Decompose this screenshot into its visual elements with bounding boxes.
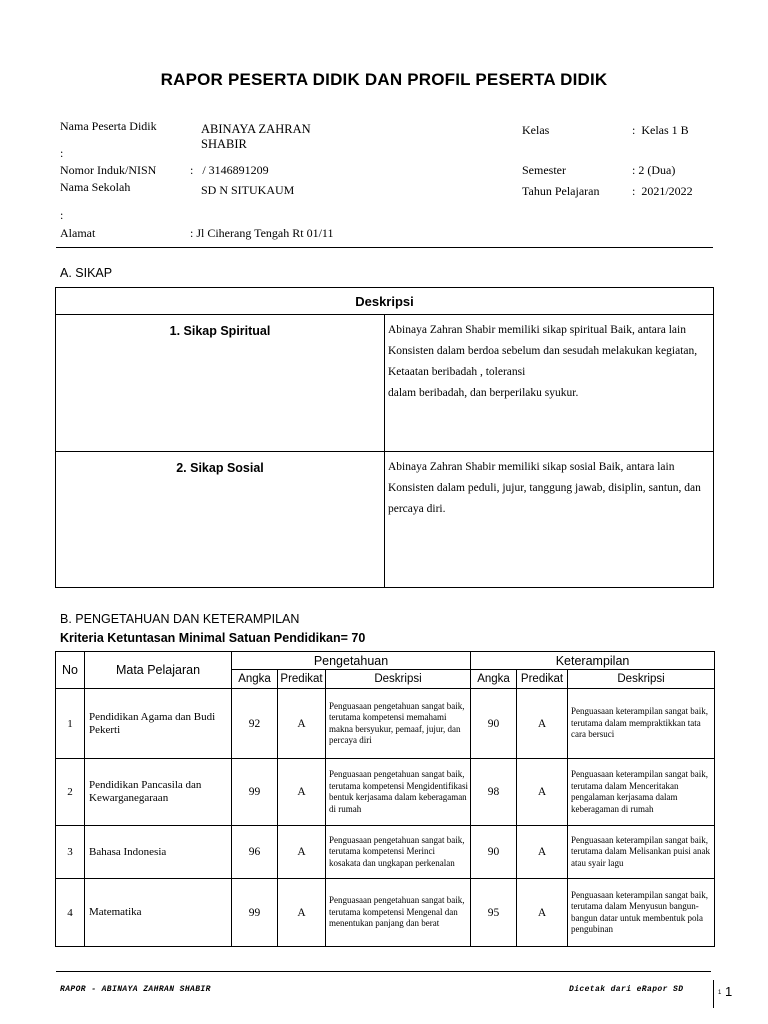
row-mapel: Bahasa Indonesia: [85, 826, 232, 879]
nama-label: Nama Peserta Didik: [60, 119, 157, 133]
row-mapel: Matematika: [85, 879, 232, 947]
sekolah-label: Nama Sekolah: [60, 180, 131, 194]
section-sikap-heading: A. SIKAP: [60, 266, 113, 280]
header-k-deskripsi: Deskripsi: [568, 670, 715, 689]
header-divider: [56, 247, 713, 248]
sikap-sosial-line2: Konsisten dalam peduli, jujur, tanggung jawab, disiplin, santun, dan percaya diri.: [388, 482, 701, 515]
kkm-text: Kriteria Ketuntasan Minimal Satuan Pendidikan= 70: [60, 631, 366, 645]
row-no: 4: [56, 879, 85, 947]
page-number: 1: [725, 984, 733, 999]
row-p-deskripsi: Penguasaan pengetahuan sangat baik, terutama kompetensi memahami makna bersyukur, pemaaf, jujur, dan percaya diri: [326, 689, 471, 759]
alamat-label: Alamat: [60, 226, 96, 240]
header-p-predikat: Predikat: [278, 670, 326, 689]
row-no: 1: [56, 689, 85, 759]
row-k-angka: 98: [471, 759, 517, 826]
row-k-predikat: A: [517, 879, 568, 947]
footer-divider: [56, 971, 711, 972]
nisn-value: : / 3146891209: [190, 163, 269, 177]
row-p-deskripsi: Penguasaan pengetahuan sangat baik, terutama kompetensi Mengidentifikasi bentuk kerjasama dalam keberagaman di rumah: [326, 759, 471, 826]
header-mapel: Mata Pelajaran: [85, 652, 232, 689]
sikap-sosial-label: 2. Sikap Sosial: [56, 452, 385, 588]
sikap-table: [55, 287, 714, 588]
semester-value: : 2 (Dua): [632, 163, 676, 177]
sikap-spiritual-line3: dalam beribadah, dan berperilaku syukur.: [388, 387, 579, 399]
sekolah-colon: :: [60, 208, 64, 222]
row-p-predikat: A: [278, 759, 326, 826]
sikap-sosial-desc: [385, 452, 714, 588]
row-k-deskripsi: Penguasaan keterampilan sangat baik, terutama dalam Melisankan puisi anak atau syair lagu: [568, 826, 715, 879]
header-p-deskripsi: Deskripsi: [326, 670, 471, 689]
sikap-spiritual-label: 1. Sikap Spiritual: [56, 315, 385, 452]
row-mapel: Pendidikan Pancasila dan Kewarganegaraan: [85, 759, 232, 826]
nisn-label: Nomor Induk/NISN: [60, 163, 157, 177]
header-k-angka: Angka: [471, 670, 517, 689]
header-keterampilan: Keterampilan: [471, 652, 715, 670]
row-no: 2: [56, 759, 85, 826]
row-p-angka: 92: [232, 689, 278, 759]
page-title: RAPOR PESERTA DIDIK DAN PROFIL PESERTA DIDIK: [160, 70, 608, 89]
row-no: 3: [56, 826, 85, 879]
semester-label: Semester: [522, 163, 566, 177]
table-row: [56, 879, 715, 947]
row-k-predikat: A: [517, 689, 568, 759]
table-row: [56, 689, 715, 759]
sikap-header-deskripsi: Deskripsi: [56, 288, 714, 315]
row-k-predikat: A: [517, 759, 568, 826]
tahun-label: Tahun Pelajaran: [522, 184, 600, 198]
alamat-value: : Jl Ciherang Tengah Rt 01/11: [190, 226, 334, 240]
row-p-deskripsi: Penguasaan pengetahuan sangat baik, terutama kompetensi Merinci kosakata dan ungkapan perkenalan: [326, 826, 471, 879]
table-row: [56, 759, 715, 826]
sekolah-value: SD N SITUKAUM: [201, 183, 295, 197]
header-pengetahuan: Pengetahuan: [232, 652, 471, 670]
sikap-spiritual-line2: Konsisten dalam berdoa sebelum dan sesudah melakukan kegiatan, Ketaatan beribadah , toleransi: [388, 345, 698, 378]
sikap-sosial-line1: Abinaya Zahran Shabir memiliki sikap sosial Baik, antara lain: [388, 461, 675, 473]
kelas-label: Kelas: [522, 123, 550, 137]
row-p-predikat: A: [278, 826, 326, 879]
row-p-angka: 99: [232, 879, 278, 947]
row-p-angka: 99: [232, 759, 278, 826]
sikap-spiritual-desc: [385, 315, 714, 452]
row-k-deskripsi: Penguasaan keterampilan sangat baik, terutama dalam Menceritakan pengalaman kerjasama dalam keberagaman di rumah: [568, 759, 715, 826]
row-mapel: Pendidikan Agama dan Budi Pekerti: [85, 689, 232, 759]
row-k-deskripsi: Penguasaan keterampilan sangat baik, terutama dalam mempraktikkan tata cara bersuci: [568, 689, 715, 759]
row-k-predikat: A: [517, 826, 568, 879]
nama-colon: :: [60, 146, 64, 160]
nama-value-line1: ABINAYA ZAHRAN: [201, 122, 311, 136]
nama-value-line2: SHABIR: [201, 137, 247, 151]
row-k-angka: 90: [471, 826, 517, 879]
row-k-angka: 95: [471, 879, 517, 947]
footer-student: RAPOR - ABINAYA ZAHRAN SHABIR: [60, 985, 211, 994]
footer-printed-from: Dicetak dari eRapor SD: [569, 985, 684, 994]
footer-separator: [713, 980, 714, 1008]
tahun-value: : 2021/2022: [632, 184, 693, 198]
footer-small-mark: 1: [718, 990, 722, 996]
section-pengetahuan-heading: B. PENGETAHUAN DAN KETERAMPILAN: [60, 612, 300, 626]
row-p-deskripsi: Penguasaan pengetahuan sangat baik, terutama kompetensi Mengenal dan menentukan panjang dan berat: [326, 879, 471, 947]
row-p-angka: 96: [232, 826, 278, 879]
row-k-deskripsi: Penguasaan keterampilan sangat baik, terutama dalam Menyusun bangun-bangun datar untuk membentuk pola pengubinan: [568, 879, 715, 947]
row-p-predikat: A: [278, 689, 326, 759]
kelas-value: : Kelas 1 B: [632, 123, 689, 137]
header-k-predikat: Predikat: [517, 670, 568, 689]
row-p-predikat: A: [278, 879, 326, 947]
sikap-spiritual-line1: Abinaya Zahran Shabir memiliki sikap spiritual Baik, antara lain: [388, 324, 686, 336]
table-row: [56, 826, 715, 879]
header-no: No: [56, 652, 85, 689]
nilai-table: [55, 651, 715, 947]
header-p-angka: Angka: [232, 670, 278, 689]
row-k-angka: 90: [471, 689, 517, 759]
